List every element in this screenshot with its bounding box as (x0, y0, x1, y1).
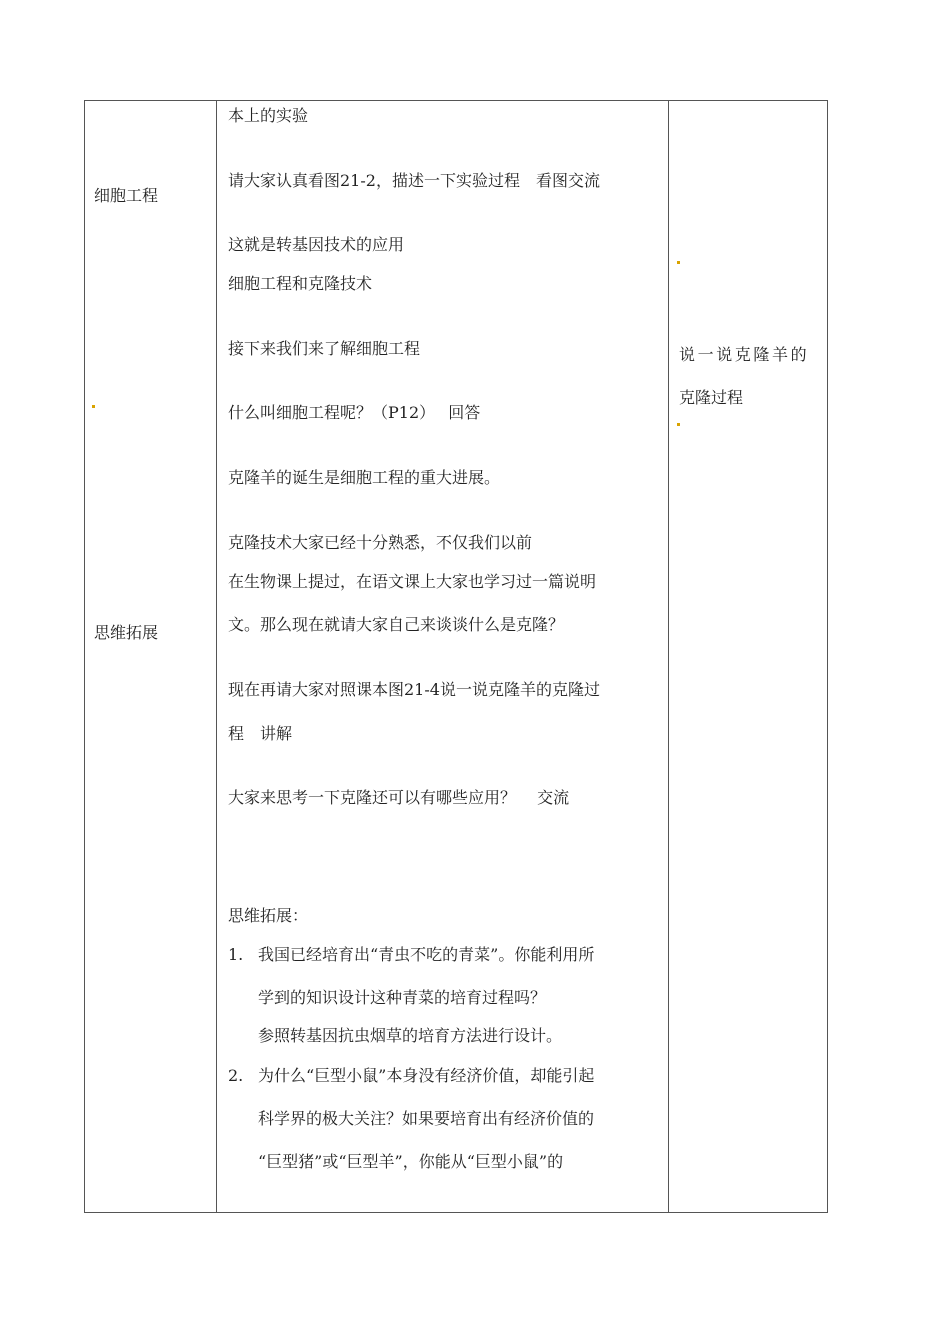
right-note-line-1: 说一说克隆羊的 (679, 345, 810, 364)
text-line: 本上的实验 (228, 106, 309, 125)
marker-dot (677, 261, 680, 264)
item-line: 科学界的极大关注？如果要培育出有经济价值的 (258, 1109, 595, 1128)
item-line: 为什么“巨型小鼠”本身没有经济价值，却能引起 (258, 1066, 595, 1085)
column-divider-1 (216, 101, 217, 1212)
text-line: 什么叫细胞工程呢？（P12） 回答 (228, 403, 481, 422)
lesson-table (84, 100, 828, 1213)
section-heading: 思维拓展： (228, 906, 309, 925)
text-line: 程 讲解 (228, 724, 293, 743)
item-line: “巨型猪”或“巨型羊”，你能从“巨型小鼠”的 (258, 1152, 564, 1171)
text-line: 这就是转基因技术的应用 (228, 235, 405, 254)
text-line: 接下来我们来了解细胞工程 (228, 339, 421, 358)
text-line: 请大家认真看图21-2，描述一下实验过程 看图交流 (228, 171, 600, 190)
column-divider-2 (668, 101, 669, 1212)
text-line: 现在再请大家对照课本图21-4说一说克隆羊的克隆过 (228, 680, 600, 699)
text-line: 克隆羊的诞生是细胞工程的重大进展。 (228, 468, 501, 487)
text-line: 大家来思考一下克隆还可以有哪些应用？ 交流 (228, 788, 570, 807)
text-line: 克隆技术大家已经十分熟悉，不仅我们以前 (228, 533, 533, 552)
item-line: 我国已经培育出“青虫不吃的青菜”。你能利用所 (258, 945, 595, 964)
text-line: 在生物课上提过，在语文课上大家也学习过一篇说明 (228, 572, 597, 591)
right-note-line-2: 克隆过程 (679, 388, 744, 407)
text-line: 文。那么现在就请大家自己来谈谈什么是克隆？ (228, 615, 565, 634)
item-number: 2. (228, 1066, 244, 1085)
marker-dot (677, 423, 680, 426)
marker-dot (92, 405, 95, 408)
label-cell-engineering: 细胞工程 (94, 186, 159, 205)
item-line: 参照转基因抗虫烟草的培育方法进行设计。 (258, 1026, 563, 1045)
item-number: 1. (228, 945, 244, 964)
text-line: 细胞工程和克隆技术 (228, 274, 373, 293)
label-thinking-expansion: 思维拓展 (94, 623, 159, 642)
item-line: 学到的知识设计这种青菜的培育过程吗？ (258, 988, 547, 1007)
